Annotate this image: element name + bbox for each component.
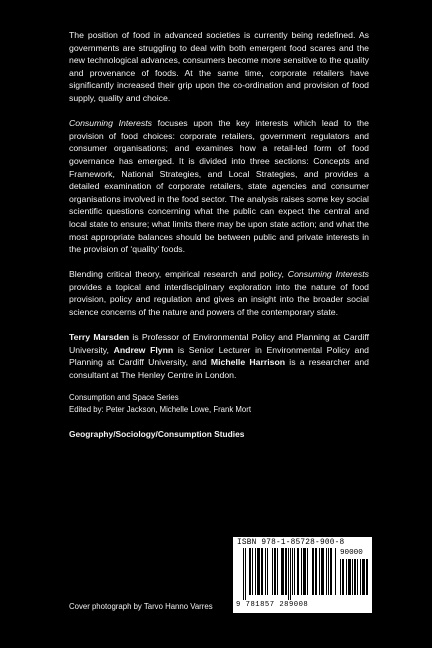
book-title-ref-2: Consuming Interests [287, 269, 369, 280]
barcode-bar [319, 548, 320, 595]
barcode-bar [274, 548, 276, 595]
barcode-bar [290, 548, 291, 600]
barcode-bar [294, 548, 295, 595]
barcode-bar [354, 559, 356, 595]
barcode-bar [265, 548, 266, 595]
barcode-bar [277, 548, 278, 595]
barcode-bar [348, 559, 351, 595]
authors-paragraph [69, 331, 369, 381]
author-name: Andrew Flynn [113, 344, 174, 355]
series-name: Consumption and Space Series [69, 392, 179, 402]
barcode-bar [255, 548, 256, 595]
barcode-bar [330, 548, 332, 595]
barcode-bar [261, 548, 263, 595]
scope-paragraph [69, 268, 369, 318]
barcode-bar [312, 548, 314, 595]
barcode-bar [342, 559, 344, 595]
barcode-bar [272, 548, 273, 595]
subject-categories: Geography/Sociology/Consumption Studies [69, 428, 245, 439]
barcode-bar [321, 548, 324, 595]
series-editors: Edited by: Peter Jackson, Michelle Lowe, Frank Mort [69, 404, 252, 414]
barcode-bar [326, 548, 327, 595]
barcode-bar [243, 548, 244, 600]
author-bio: is a researcher and consultant at The Henley Centre in London. [69, 357, 369, 381]
scope-text: provides a topical and interdisciplinary exploration into the nature of food provision, policy and regulation and gives an insight into the broader social science concerns of the nature and powers of the contemporary state. [69, 281, 369, 318]
barcode-bar [328, 548, 329, 595]
barcode-digits: 9 781857 289008 [236, 601, 309, 609]
barcode-bar [340, 559, 341, 595]
barcode-bar [288, 548, 289, 600]
isbn-number: ISBN 978-1-85728-900-8 [237, 539, 345, 547]
ean-barcode [243, 548, 337, 600]
barcode-bar [301, 548, 302, 595]
barcode-bar [303, 548, 306, 595]
barcode-bar [360, 559, 361, 595]
blurb-content [69, 29, 369, 440]
author-name: Terry Marsden [69, 332, 130, 343]
barcode-bar [267, 548, 268, 595]
summary-paragraph [69, 117, 369, 256]
summary-text: focuses upon the key interests which lead to the provision of food choices: corporate retailers, government regulators and consumer organisations; and examines how a retail-led form of food governance has emerged. It is divided into three sections: Concepts and Framework, National Strategies, and Local Strategies, and provides a detailed examination of corporate retailers, state agencies and consumer organisations involved in the food sector. The analysis raises some key social scientific questions concerning what the public can expect the central and local state to ensure; what limits there may be upon state action; and what the most appropriate balances should be between public and private interests in the provision of ‘quality’ foods. [69, 118, 369, 255]
scope-lead: Blending critical theory, empirical research and policy, [69, 269, 288, 280]
barcode-bar [307, 548, 308, 595]
photo-credit: Cover photograph by Tarvo Hanno Varres [69, 602, 213, 611]
barcode-bar [292, 548, 293, 595]
barcode-bar [281, 548, 284, 595]
barcode-block [233, 537, 372, 613]
barcode-bar [357, 559, 358, 595]
barcode-bar [362, 559, 365, 595]
author-name: Michelle Harrison [210, 357, 286, 368]
barcode-bar [249, 548, 251, 595]
author-bio: is Senior Lecturer in Environmental Policy and Planning at Cardiff University, and [69, 344, 369, 368]
author-bio: is Professor of Environmental Policy and Planning at Cardiff University, [69, 332, 369, 355]
barcode-bar [315, 548, 317, 595]
intro-paragraph: The position of food in advanced societies is currently being redefined. As governments are struggling to deal with both emergent food scares and the new technological advances, consumers become more sensitive to the quality and provenance of foods. At the same time, corporate retailers have significantly increased their grip upon the co-ordination and provision of food supply, quality and choice. [69, 30, 369, 103]
barcode-bar [245, 548, 246, 600]
barcode-bar [297, 548, 299, 595]
barcode-bar [346, 559, 347, 595]
barcode-bar [366, 559, 368, 595]
series-info [69, 392, 369, 416]
barcode-bar [285, 548, 287, 595]
book-title-ref: Consuming Interests [69, 118, 152, 129]
addon-barcode [340, 559, 368, 600]
price-code: 90000 [340, 549, 363, 557]
barcode-bar [335, 548, 336, 595]
barcode-bar [252, 548, 253, 595]
barcode-bar [352, 559, 353, 595]
barcode-bar [257, 548, 260, 595]
